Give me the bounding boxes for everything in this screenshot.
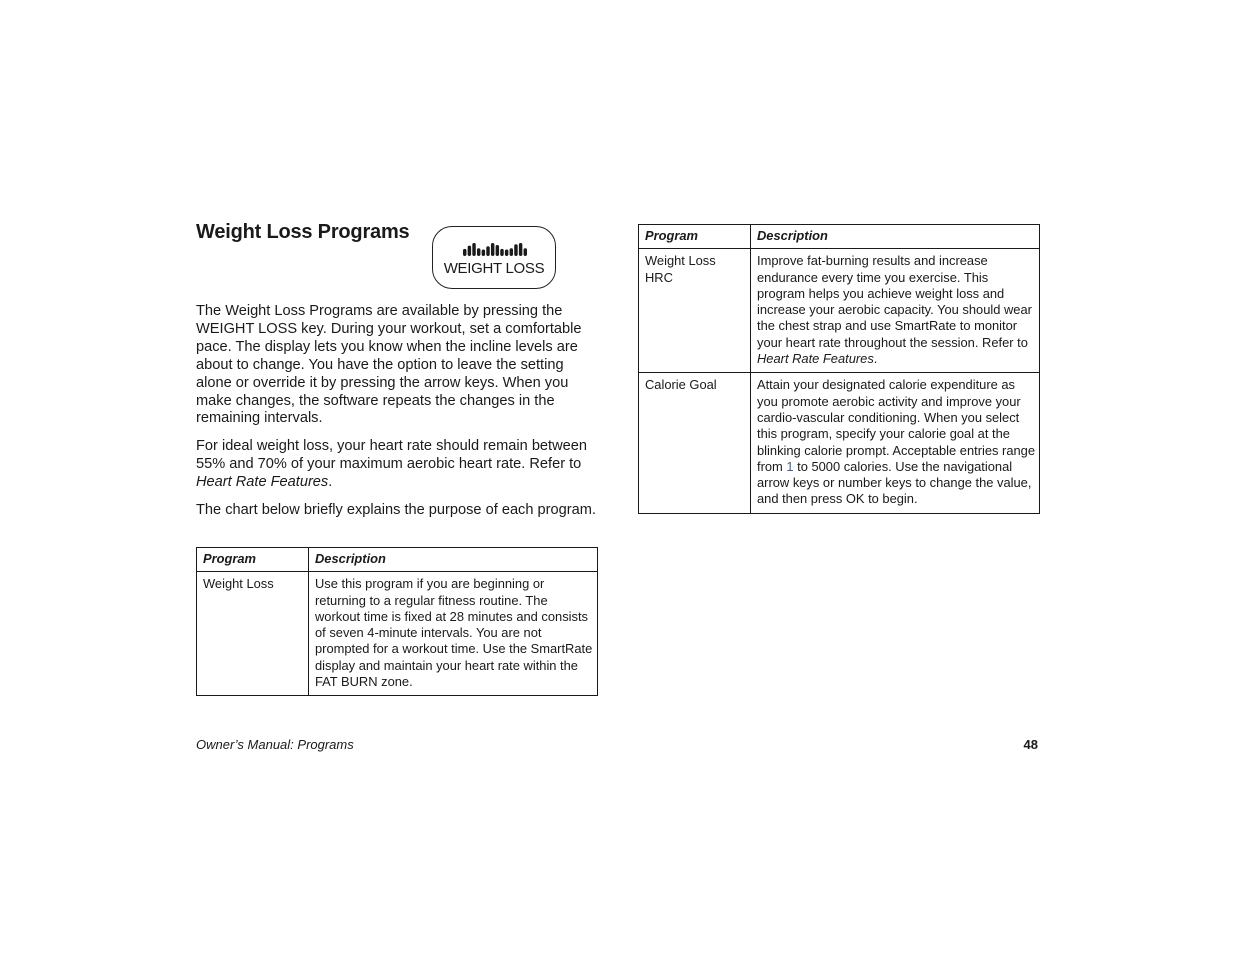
page-title: Weight Loss Programs bbox=[196, 221, 410, 243]
profile-bar bbox=[519, 243, 522, 256]
program-description-text: Improve fat-burning results and increase endurance every time you exercise. This program helps you achieve weight loss and increase your aerobic capacity. You should wear the chest strap and use SmartRate to monitor your heart rate throughout the session. Refer to bbox=[757, 253, 1032, 350]
intro-paragraph-3: The chart below briefly explains the purpose of each program. bbox=[196, 502, 596, 519]
calorie-min-number: 1 bbox=[786, 458, 794, 474]
table-header-row bbox=[197, 548, 598, 572]
intro-paragraph-2-end: . bbox=[328, 474, 333, 491]
profile-bars-icon bbox=[463, 243, 527, 256]
heart-rate-features-ref: Heart Rate Features bbox=[196, 474, 329, 491]
page-number: 48 bbox=[1023, 737, 1038, 752]
intro-paragraph-2-text: For ideal weight loss, your heart rate should remain between 55% and 70% of your maximum aerobic heart rate. Refer to bbox=[196, 438, 587, 473]
intro-paragraph-2 bbox=[196, 438, 598, 492]
profile-bar bbox=[468, 246, 471, 256]
profile-bar bbox=[463, 249, 466, 256]
footer-manual-title: Owner’s Manual: Programs bbox=[196, 737, 354, 752]
profile-bar bbox=[486, 246, 489, 256]
profile-bar bbox=[482, 250, 485, 257]
program-table-right bbox=[638, 224, 1040, 514]
header-description: Description bbox=[309, 548, 598, 572]
program-description bbox=[751, 249, 1040, 373]
profile-bar bbox=[496, 245, 499, 256]
program-description: Use this program if you are beginning or returning to a regular fitness routine. The workout time is fixed at 28 minutes and consists of seven 4-minute intervals. You are not prompted for a workout time. Use the SmartRate display and maintain your heart rate within the FAT BURN zone. bbox=[309, 572, 598, 696]
table-row bbox=[639, 373, 1040, 513]
profile-bar bbox=[524, 248, 527, 256]
profile-bar bbox=[477, 248, 480, 256]
heart-rate-features-ref: Heart Rate Features bbox=[757, 351, 874, 367]
header-program: Program bbox=[197, 548, 309, 572]
header-description: Description bbox=[751, 225, 1040, 249]
program-description-start: Attain your designated calorie expenditure as you promote aerobic activity and improve your cardio-vascular conditioning. When you select this program, specify your calorie goal at the blinking calorie prompt. Acceptable entries range from bbox=[757, 377, 1036, 474]
program-description bbox=[751, 373, 1040, 513]
program-name: Weight Loss bbox=[197, 572, 309, 696]
profile-bar bbox=[491, 243, 494, 256]
table-header-row bbox=[639, 225, 1040, 249]
profile-bar bbox=[510, 248, 513, 256]
table-row bbox=[197, 572, 598, 696]
program-table-left bbox=[196, 547, 598, 696]
header-program: Program bbox=[639, 225, 751, 249]
profile-bar bbox=[505, 250, 508, 257]
intro-text bbox=[196, 303, 598, 530]
profile-bar bbox=[514, 244, 517, 256]
table-row bbox=[639, 249, 1040, 373]
program-name: Weight Loss HRC bbox=[639, 249, 751, 373]
profile-bar bbox=[472, 243, 475, 256]
weight-loss-key bbox=[432, 226, 556, 289]
intro-paragraph-1: The Weight Loss Programs are available by pressing the WEIGHT LOSS key. During your workout, set a comfortable pace. The display lets you know when the incline levels are about to change. You have the option to leave the setting alone or override it by pressing the arrow keys. When you make changes, the software repeats the changes in the remaining intervals. bbox=[196, 303, 582, 427]
program-description-end: . bbox=[873, 351, 878, 367]
weight-loss-key-label: WEIGHT LOSS bbox=[443, 260, 545, 277]
program-name: Calorie Goal bbox=[639, 373, 751, 513]
program-description-end: to 5000 calories. Use the navigational arrow keys or number keys to change the value, and then press OK to begin. bbox=[757, 458, 1032, 507]
profile-bar bbox=[500, 249, 503, 256]
